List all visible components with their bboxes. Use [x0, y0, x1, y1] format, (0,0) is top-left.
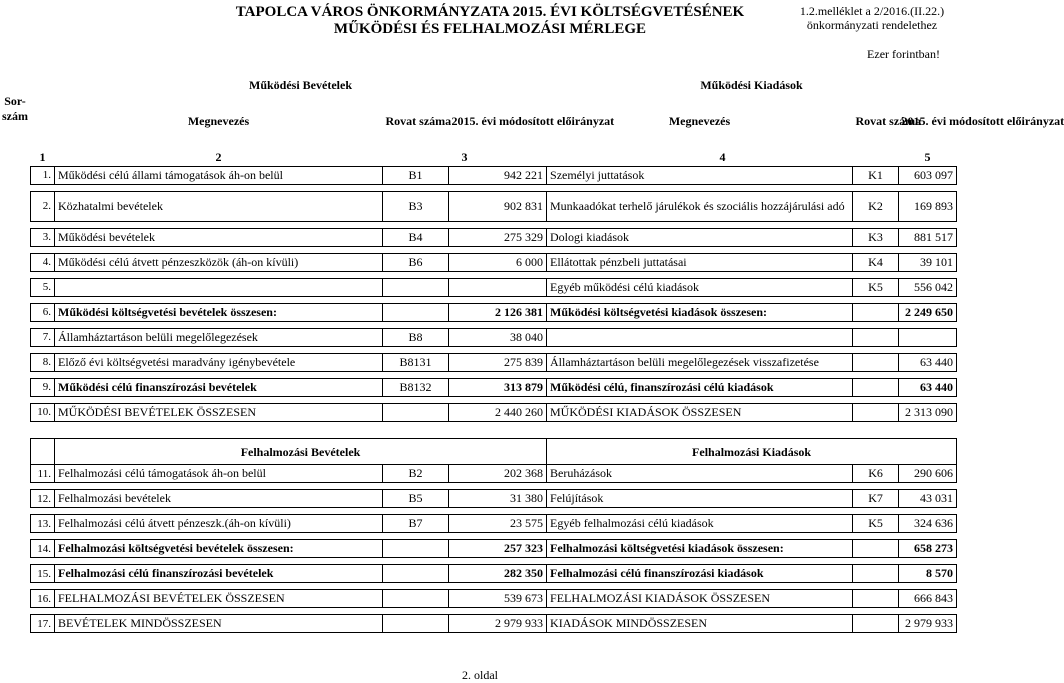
- expense-code: [853, 540, 899, 558]
- income-code: [383, 303, 449, 321]
- income-amount: 6 000: [449, 253, 547, 271]
- expense-code: K7: [853, 490, 899, 508]
- income-code: B3: [383, 191, 449, 221]
- income-amount: 2 440 260: [449, 403, 547, 421]
- spacer-cell: [31, 608, 957, 615]
- expense-name: Dologi kiadások: [547, 228, 853, 246]
- expense-code: [853, 303, 899, 321]
- spacer-cell: [31, 508, 957, 515]
- sorszam-header: Sor-szám: [2, 94, 28, 123]
- operating-expense-heading: Működési Kiadások: [700, 78, 803, 92]
- income-amount: 313 879: [449, 378, 547, 396]
- row-index: 10.: [31, 403, 55, 421]
- row-index: 17.: [31, 615, 55, 633]
- row-spacer: [31, 533, 957, 540]
- expense-code: K5: [853, 278, 899, 296]
- expense-amount: 2 979 933: [899, 615, 957, 633]
- title-line-2: MŰKÖDÉSI ÉS FELHALMOZÁSI MÉRLEGE: [333, 21, 647, 37]
- col-amount-income: 2015. évi módosított előirányzat: [451, 114, 615, 128]
- expense-amount: 63 440: [899, 378, 957, 396]
- income-code: B8131: [383, 353, 449, 371]
- table-row: [31, 490, 957, 508]
- col-name-expense: Megnevezés: [668, 114, 731, 128]
- row-spacer: [31, 271, 957, 278]
- spacer-cell: [31, 321, 957, 328]
- expense-name: Munkaadókat terhelő járulékok és szociális hozzájárulási adó: [547, 191, 853, 221]
- income-name: Működési célú állami támogatások áh-on belül: [55, 166, 383, 184]
- income-code: [383, 403, 449, 421]
- col-code-expense: Rovat száma: [855, 114, 922, 128]
- row-spacer: [31, 558, 957, 565]
- table-row: [31, 590, 957, 608]
- table-row: [31, 403, 957, 421]
- income-code: B8: [383, 328, 449, 346]
- income-name: Felhalmozási költségvetési bevételek összesen:: [55, 540, 383, 558]
- capital-rows: [31, 465, 957, 633]
- expense-amount: 324 636: [899, 515, 957, 533]
- table-row: [31, 540, 957, 558]
- income-amount: [449, 278, 547, 296]
- table-row: [31, 565, 957, 583]
- expense-name: Felhalmozási célú finanszírozási kiadások: [547, 565, 853, 583]
- income-name: Előző évi költségvetési maradvány igénybevétele: [55, 353, 383, 371]
- col-number: 2: [55, 148, 383, 166]
- row-index: 2.: [31, 191, 55, 221]
- row-index: 13.: [31, 515, 55, 533]
- table-row: [31, 465, 957, 483]
- row-spacer: [31, 346, 957, 353]
- row-index: 14.: [31, 540, 55, 558]
- expense-code: [853, 353, 899, 371]
- income-amount: 275 839: [449, 353, 547, 371]
- income-name: Működési célú átvett pénzeszközök (áh-on kívüli): [55, 253, 383, 271]
- row-spacer: [31, 508, 957, 515]
- income-amount: 38 040: [449, 328, 547, 346]
- spacer-cell: [31, 396, 957, 403]
- row-spacer: [31, 608, 957, 615]
- expense-amount: 290 606: [899, 465, 957, 483]
- income-amount: 31 380: [449, 490, 547, 508]
- expense-code: K6: [853, 465, 899, 483]
- spacer-cell: [31, 371, 957, 378]
- income-name: [55, 278, 383, 296]
- expense-name: KIADÁSOK MINDÖSSZESEN: [547, 615, 853, 633]
- col-number: 3: [383, 148, 547, 166]
- row-spacer: [31, 184, 957, 191]
- income-amount: 282 350: [449, 565, 547, 583]
- col-name-income: Megnevezés: [187, 114, 250, 128]
- expense-amount: 666 843: [899, 590, 957, 608]
- income-amount: 2 126 381: [449, 303, 547, 321]
- table-row: [31, 166, 957, 184]
- expense-name: [547, 328, 853, 346]
- expense-name: Beruházások: [547, 465, 853, 483]
- income-amount: 257 323: [449, 540, 547, 558]
- expense-amount: [899, 328, 957, 346]
- expense-name: MŰKÖDÉSI KIADÁSOK ÖSSZESEN: [547, 403, 853, 421]
- income-amount: 539 673: [449, 590, 547, 608]
- spacer-cell: [31, 583, 957, 590]
- expense-amount: 39 101: [899, 253, 957, 271]
- row-index: 7.: [31, 328, 55, 346]
- expense-code: [853, 565, 899, 583]
- income-name: Működési célú finanszírozási bevételek: [55, 378, 383, 396]
- income-name: Felhalmozási célú átvett pénzeszk.(áh-on kívüli): [55, 515, 383, 533]
- expense-amount: 2 249 650: [899, 303, 957, 321]
- spacer-cell: [31, 184, 957, 191]
- spacer-cell: [31, 483, 957, 490]
- income-code: B1: [383, 166, 449, 184]
- expense-code: K1: [853, 166, 899, 184]
- expense-code: [853, 378, 899, 396]
- income-code: [383, 540, 449, 558]
- expense-code: K5: [853, 515, 899, 533]
- income-name: Felhalmozási bevételek: [55, 490, 383, 508]
- income-name: Közhatalmi bevételek: [55, 191, 383, 221]
- expense-name: Működési költségvetési kiadások összesen:: [547, 303, 853, 321]
- table-row: [31, 278, 957, 296]
- expense-amount: 8 570: [899, 565, 957, 583]
- operating-income-heading: Működési Bevételek: [249, 78, 352, 92]
- spacer-cell: [31, 221, 957, 228]
- income-amount: 902 831: [449, 191, 547, 221]
- expense-code: [853, 590, 899, 608]
- income-code: [383, 615, 449, 633]
- capital-balance-table: [30, 438, 957, 633]
- spacer-cell: [31, 533, 957, 540]
- expense-name: Egyéb felhalmozási célú kiadások: [547, 515, 853, 533]
- income-name: Felhalmozási célú finanszírozási bevételek: [55, 565, 383, 583]
- income-name: Államháztartáson belüli megelőlegezések: [55, 328, 383, 346]
- unit-note: Ezer forintban!: [867, 47, 940, 61]
- operating-rows: [31, 166, 957, 421]
- row-spacer: [31, 221, 957, 228]
- annex-line-2: önkormányzati rendelethez: [806, 18, 938, 32]
- expense-code: K4: [853, 253, 899, 271]
- table-row: [31, 515, 957, 533]
- col-number: 1: [31, 148, 55, 166]
- row-spacer: [31, 483, 957, 490]
- row-spacer: [31, 371, 957, 378]
- expense-amount: 63 440: [899, 353, 957, 371]
- spacer-cell: [31, 558, 957, 565]
- expense-amount: 43 031: [899, 490, 957, 508]
- income-amount: 942 221: [449, 166, 547, 184]
- row-spacer: [31, 396, 957, 403]
- expense-amount: 603 097: [899, 166, 957, 184]
- expense-amount: 2 313 090: [899, 403, 957, 421]
- table-row: [31, 253, 957, 271]
- income-code: B4: [383, 228, 449, 246]
- table-row: [31, 228, 957, 246]
- expense-name: Személyi juttatások: [547, 166, 853, 184]
- income-code: [383, 565, 449, 583]
- row-index: 6.: [31, 303, 55, 321]
- expense-name: Felhalmozási költségvetési kiadások összesen:: [547, 540, 853, 558]
- row-spacer: [31, 321, 957, 328]
- expense-code: [853, 328, 899, 346]
- row-spacer: [31, 296, 957, 303]
- row-index: 16.: [31, 590, 55, 608]
- expense-code: [853, 403, 899, 421]
- row-index: 1.: [31, 166, 55, 184]
- title-line-1: TAPOLCA VÁROS ÖNKORMÁNYZATA 2015. ÉVI KÖLTSÉGVETÉSÉNEK: [235, 4, 745, 20]
- expense-code: K2: [853, 191, 899, 221]
- income-name: FELHALMOZÁSI BEVÉTELEK ÖSSZESEN: [55, 590, 383, 608]
- col-amount-expense: 2015. évi módosított előirányzat: [901, 114, 1064, 128]
- row-index: 4.: [31, 253, 55, 271]
- expense-code: K3: [853, 228, 899, 246]
- expense-amount: 556 042: [899, 278, 957, 296]
- income-code: [383, 278, 449, 296]
- income-amount: 2 979 933: [449, 615, 547, 633]
- table-row: [31, 353, 957, 371]
- income-name: Felhalmozási célú támogatások áh-on belül: [55, 465, 383, 483]
- income-code: [383, 590, 449, 608]
- expense-amount: 658 273: [899, 540, 957, 558]
- income-code: B8132: [383, 378, 449, 396]
- row-index: 12.: [31, 490, 55, 508]
- col-code-income: Rovat száma: [385, 114, 452, 128]
- income-name: Működési bevételek: [55, 228, 383, 246]
- capital-income-heading: Felhalmozási Bevételek: [55, 439, 547, 465]
- row-index: 15.: [31, 565, 55, 583]
- income-code: B6: [383, 253, 449, 271]
- row-index: 11.: [31, 465, 55, 483]
- table-row: [31, 328, 957, 346]
- income-name: Működési költségvetési bevételek összesen:: [55, 303, 383, 321]
- spacer-cell: [31, 296, 957, 303]
- row-index: 5.: [31, 278, 55, 296]
- expense-name: FELHALMOZÁSI KIADÁSOK ÖSSZESEN: [547, 590, 853, 608]
- income-code: B2: [383, 465, 449, 483]
- table-row: [31, 378, 957, 396]
- expense-name: Működési célú, finanszírozási célú kiadások: [547, 378, 853, 396]
- expense-name: Felújítások: [547, 490, 853, 508]
- row-spacer: [31, 583, 957, 590]
- annex-line-1: 1.2.melléklet a 2/2016.(II.22.): [799, 4, 945, 18]
- expense-code: [853, 615, 899, 633]
- table-row: [31, 191, 957, 221]
- spacer-cell: [31, 246, 957, 253]
- spacer-cell: [31, 346, 957, 353]
- income-code: B7: [383, 515, 449, 533]
- table-row: [31, 303, 957, 321]
- capital-expense-heading: Felhalmozási Kiadások: [547, 439, 957, 465]
- col-number: 5: [899, 148, 957, 166]
- income-name: MŰKÖDÉSI BEVÉTELEK ÖSSZESEN: [55, 403, 383, 421]
- row-index: 8.: [31, 353, 55, 371]
- income-amount: 202 368: [449, 465, 547, 483]
- expense-name: Államháztartáson belüli megelőlegezések visszafizetése: [547, 353, 853, 371]
- expense-name: Ellátottak pénzbeli juttatásai: [547, 253, 853, 271]
- expense-amount: 169 893: [899, 191, 957, 221]
- income-name: BEVÉTELEK MINDÖSSZESEN: [55, 615, 383, 633]
- row-index: 9.: [31, 378, 55, 396]
- document-title: [210, 4, 770, 38]
- page-number: 2. oldal: [462, 668, 498, 682]
- col-number: 4: [547, 148, 899, 166]
- income-code: B5: [383, 490, 449, 508]
- operating-balance-table: [30, 76, 1064, 422]
- spacer-cell: [31, 271, 957, 278]
- expense-name: Egyéb működési célú kiadások: [547, 278, 853, 296]
- income-amount: 23 575: [449, 515, 547, 533]
- table-row: [31, 615, 957, 633]
- row-index: 3.: [31, 228, 55, 246]
- income-amount: 275 329: [449, 228, 547, 246]
- expense-amount: 881 517: [899, 228, 957, 246]
- annex-reference: [790, 4, 954, 32]
- row-spacer: [31, 246, 957, 253]
